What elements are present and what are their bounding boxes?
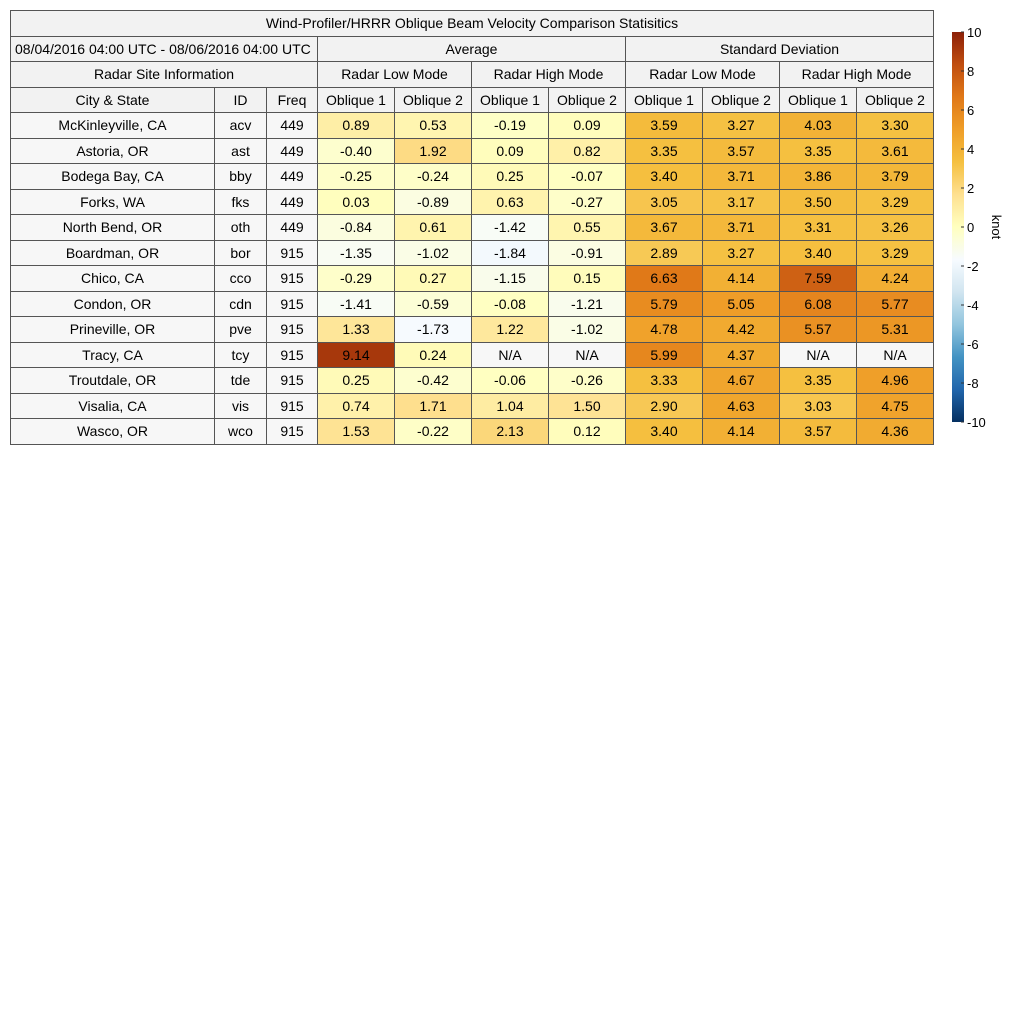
period-row [11, 36, 934, 62]
cell-id: ast [215, 138, 267, 164]
cell-city: McKinleyville, CA [11, 113, 215, 139]
cell-std-high-oblique-1: 3.31 [780, 215, 857, 241]
average-header: Average [318, 36, 626, 62]
cell-freq: 915 [267, 342, 318, 368]
avg-low-mode-header: Radar Low Mode [318, 62, 472, 88]
mode-row [11, 62, 934, 88]
cell-avg-high-oblique-2: -0.91 [549, 240, 626, 266]
std-high-mode-header: Radar High Mode [780, 62, 934, 88]
cell-city: Condon, OR [11, 291, 215, 317]
cell-city: Astoria, OR [11, 138, 215, 164]
cell-city: Forks, WA [11, 189, 215, 215]
cell-avg-low-oblique-2: -0.59 [395, 291, 472, 317]
cell-avg-low-oblique-1: 0.03 [318, 189, 395, 215]
cell-std-high-oblique-2: 3.30 [857, 113, 934, 139]
col-header-avg-low-oblique-2: Oblique 2 [395, 87, 472, 113]
cell-avg-low-oblique-1: 1.33 [318, 317, 395, 343]
table-row [11, 240, 934, 266]
cell-avg-high-oblique-1: -1.42 [472, 215, 549, 241]
cell-std-low-oblique-2: 3.27 [703, 240, 780, 266]
cell-avg-high-oblique-1: 2.13 [472, 419, 549, 445]
cell-avg-high-oblique-1: 1.04 [472, 393, 549, 419]
cell-freq: 915 [267, 368, 318, 394]
colorbar-tick-label: -8 [967, 376, 979, 391]
cell-avg-low-oblique-2: 1.71 [395, 393, 472, 419]
colorbar-tick-label: -6 [967, 337, 979, 352]
cell-avg-high-oblique-2: -0.27 [549, 189, 626, 215]
cell-avg-high-oblique-2: 0.15 [549, 266, 626, 292]
cell-id: tcy [215, 342, 267, 368]
cell-std-high-oblique-2: 3.79 [857, 164, 934, 190]
cell-std-low-oblique-2: 3.27 [703, 113, 780, 139]
cell-freq: 449 [267, 113, 318, 139]
table-row [11, 368, 934, 394]
cell-avg-low-oblique-1: 9.14 [318, 342, 395, 368]
std-low-mode-header: Radar Low Mode [626, 62, 780, 88]
colorbar-ticks [961, 25, 986, 430]
cell-avg-low-oblique-2: 1.92 [395, 138, 472, 164]
col-header-freq: Freq [267, 87, 318, 113]
cell-std-high-oblique-1: 3.50 [780, 189, 857, 215]
cell-std-low-oblique-2: 4.67 [703, 368, 780, 394]
cell-std-high-oblique-1: 5.57 [780, 317, 857, 343]
cell-city: Troutdale, OR [11, 368, 215, 394]
cell-avg-low-oblique-1: 0.74 [318, 393, 395, 419]
cell-avg-low-oblique-2: -1.02 [395, 240, 472, 266]
cell-std-high-oblique-2: 5.31 [857, 317, 934, 343]
col-header-std-low-oblique-2: Oblique 2 [703, 87, 780, 113]
title-row [11, 11, 934, 37]
cell-city: North Bend, OR [11, 215, 215, 241]
cell-avg-high-oblique-2: -1.21 [549, 291, 626, 317]
cell-std-low-oblique-1: 2.90 [626, 393, 703, 419]
cell-avg-high-oblique-2: -1.02 [549, 317, 626, 343]
col-header-std-high-oblique-1: Oblique 1 [780, 87, 857, 113]
cell-std-high-oblique-2: 4.75 [857, 393, 934, 419]
statistics-table [10, 10, 934, 445]
col-header-std-low-oblique-1: Oblique 1 [626, 87, 703, 113]
cell-freq: 915 [267, 266, 318, 292]
cell-avg-high-oblique-1: -0.08 [472, 291, 549, 317]
cell-freq: 915 [267, 317, 318, 343]
cell-avg-low-oblique-1: -1.41 [318, 291, 395, 317]
cell-id: pve [215, 317, 267, 343]
cell-city: Chico, CA [11, 266, 215, 292]
cell-std-high-oblique-2: 4.24 [857, 266, 934, 292]
cell-std-high-oblique-1: 3.86 [780, 164, 857, 190]
colorbar-tick-label: 6 [967, 103, 975, 118]
table-row [11, 113, 934, 139]
cell-std-high-oblique-1: 4.03 [780, 113, 857, 139]
cell-id: fks [215, 189, 267, 215]
colorbar-tick-label: 4 [967, 142, 975, 157]
cell-std-high-oblique-1: 3.03 [780, 393, 857, 419]
cell-std-low-oblique-1: 3.40 [626, 164, 703, 190]
colorbar-tick-label: 8 [967, 64, 975, 79]
cell-std-high-oblique-2: 5.77 [857, 291, 934, 317]
cell-avg-low-oblique-2: -0.22 [395, 419, 472, 445]
cell-avg-high-oblique-1: 0.63 [472, 189, 549, 215]
cell-std-high-oblique-1: 3.35 [780, 138, 857, 164]
cell-std-low-oblique-2: 4.63 [703, 393, 780, 419]
cell-id: bor [215, 240, 267, 266]
colorbar-label: knot [989, 214, 1004, 240]
cell-city: Visalia, CA [11, 393, 215, 419]
cell-id: tde [215, 368, 267, 394]
cell-std-low-oblique-1: 5.79 [626, 291, 703, 317]
cell-avg-high-oblique-2: 0.09 [549, 113, 626, 139]
cell-id: cdn [215, 291, 267, 317]
table-row [11, 317, 934, 343]
cell-avg-low-oblique-1: -0.40 [318, 138, 395, 164]
cell-id: wco [215, 419, 267, 445]
cell-avg-low-oblique-1: 0.25 [318, 368, 395, 394]
cell-avg-high-oblique-1: -0.19 [472, 113, 549, 139]
cell-freq: 915 [267, 240, 318, 266]
cell-avg-low-oblique-2: -0.89 [395, 189, 472, 215]
cell-avg-low-oblique-2: 0.24 [395, 342, 472, 368]
table-row [11, 291, 934, 317]
cell-std-low-oblique-2: 3.71 [703, 215, 780, 241]
cell-freq: 449 [267, 215, 318, 241]
cell-freq: 915 [267, 393, 318, 419]
cell-std-low-oblique-2: 3.17 [703, 189, 780, 215]
col-header-std-high-oblique-2: Oblique 2 [857, 87, 934, 113]
cell-std-high-oblique-2: 3.29 [857, 240, 934, 266]
cell-avg-low-oblique-1: -1.35 [318, 240, 395, 266]
cell-std-high-oblique-2: 4.96 [857, 368, 934, 394]
cell-freq: 449 [267, 164, 318, 190]
cell-avg-low-oblique-1: 1.53 [318, 419, 395, 445]
table-row [11, 215, 934, 241]
colorbar-tick-label: -2 [967, 259, 979, 274]
cell-id: cco [215, 266, 267, 292]
cell-avg-high-oblique-2: 0.12 [549, 419, 626, 445]
col-header-avg-low-oblique-1: Oblique 1 [318, 87, 395, 113]
cell-std-high-oblique-2: 3.29 [857, 189, 934, 215]
colorbar-tick-label: -4 [967, 298, 979, 313]
table-title: Wind-Profiler/HRRR Oblique Beam Velocity Comparison Statisitics [11, 11, 934, 37]
cell-city: Bodega Bay, CA [11, 164, 215, 190]
cell-avg-high-oblique-2: -0.07 [549, 164, 626, 190]
cell-std-low-oblique-1: 3.33 [626, 368, 703, 394]
cell-freq: 915 [267, 419, 318, 445]
cell-avg-low-oblique-1: -0.25 [318, 164, 395, 190]
cell-city: Boardman, OR [11, 240, 215, 266]
cell-std-high-oblique-1: 3.57 [780, 419, 857, 445]
date-range: 08/04/2016 04:00 UTC - 08/06/2016 04:00 UTC [11, 36, 318, 62]
col-header-avg-high-oblique-2: Oblique 2 [549, 87, 626, 113]
cell-std-high-oblique-2: 3.26 [857, 215, 934, 241]
cell-std-low-oblique-1: 2.89 [626, 240, 703, 266]
cell-avg-high-oblique-1: -1.84 [472, 240, 549, 266]
cell-avg-high-oblique-1: -1.15 [472, 266, 549, 292]
cell-std-low-oblique-1: 3.05 [626, 189, 703, 215]
cell-avg-high-oblique-2: -0.26 [549, 368, 626, 394]
cell-std-high-oblique-1: 7.59 [780, 266, 857, 292]
cell-std-high-oblique-2: 3.61 [857, 138, 934, 164]
cell-avg-low-oblique-1: -0.29 [318, 266, 395, 292]
cell-std-high-oblique-2: N/A [857, 342, 934, 368]
cell-avg-low-oblique-1: -0.84 [318, 215, 395, 241]
table-row [11, 189, 934, 215]
colorbar-tick-label: 2 [967, 181, 975, 196]
table-body [11, 11, 934, 445]
cell-id: vis [215, 393, 267, 419]
cell-freq: 915 [267, 291, 318, 317]
cell-std-low-oblique-2: 5.05 [703, 291, 780, 317]
colorbar-tick-label: 0 [967, 220, 975, 235]
cell-avg-high-oblique-2: 0.55 [549, 215, 626, 241]
colorbar-tick-label: -10 [967, 415, 986, 430]
site-info-header: Radar Site Information [11, 62, 318, 88]
cell-avg-low-oblique-1: 0.89 [318, 113, 395, 139]
cell-avg-high-oblique-1: N/A [472, 342, 549, 368]
cell-std-low-oblique-1: 5.99 [626, 342, 703, 368]
cell-avg-high-oblique-2: 1.50 [549, 393, 626, 419]
cell-std-high-oblique-1: N/A [780, 342, 857, 368]
cell-city: Prineville, OR [11, 317, 215, 343]
cell-avg-low-oblique-2: -0.42 [395, 368, 472, 394]
cell-avg-low-oblique-2: 0.53 [395, 113, 472, 139]
avg-high-mode-header: Radar High Mode [472, 62, 626, 88]
cell-std-high-oblique-1: 6.08 [780, 291, 857, 317]
cell-avg-high-oblique-2: N/A [549, 342, 626, 368]
cell-avg-low-oblique-2: 0.61 [395, 215, 472, 241]
table-row [11, 138, 934, 164]
cell-std-low-oblique-1: 3.67 [626, 215, 703, 241]
col-header-city: City & State [11, 87, 215, 113]
cell-avg-low-oblique-2: 0.27 [395, 266, 472, 292]
cell-std-low-oblique-2: 3.71 [703, 164, 780, 190]
table-row [11, 393, 934, 419]
cell-std-low-oblique-2: 3.57 [703, 138, 780, 164]
cell-avg-high-oblique-1: 1.22 [472, 317, 549, 343]
cell-avg-high-oblique-1: 0.09 [472, 138, 549, 164]
column-header-row [11, 87, 934, 113]
cell-std-high-oblique-1: 3.40 [780, 240, 857, 266]
cell-id: oth [215, 215, 267, 241]
cell-std-high-oblique-1: 3.35 [780, 368, 857, 394]
cell-avg-low-oblique-2: -1.73 [395, 317, 472, 343]
cell-city: Wasco, OR [11, 419, 215, 445]
cell-std-low-oblique-2: 4.37 [703, 342, 780, 368]
table-row [11, 266, 934, 292]
table-row [11, 164, 934, 190]
cell-std-low-oblique-2: 4.14 [703, 266, 780, 292]
cell-avg-high-oblique-1: -0.06 [472, 368, 549, 394]
cell-std-low-oblique-1: 3.59 [626, 113, 703, 139]
colorbar [940, 20, 1010, 440]
cell-std-high-oblique-2: 4.36 [857, 419, 934, 445]
cell-std-low-oblique-2: 4.42 [703, 317, 780, 343]
cell-city: Tracy, CA [11, 342, 215, 368]
cell-id: acv [215, 113, 267, 139]
colorbar-tick-label: 10 [967, 25, 982, 40]
cell-avg-high-oblique-1: 0.25 [472, 164, 549, 190]
cell-avg-high-oblique-2: 0.82 [549, 138, 626, 164]
cell-std-low-oblique-1: 3.35 [626, 138, 703, 164]
cell-std-low-oblique-1: 3.40 [626, 419, 703, 445]
cell-std-low-oblique-2: 4.14 [703, 419, 780, 445]
cell-avg-low-oblique-2: -0.24 [395, 164, 472, 190]
std-header: Standard Deviation [626, 36, 934, 62]
col-header-avg-high-oblique-1: Oblique 1 [472, 87, 549, 113]
cell-id: bby [215, 164, 267, 190]
cell-std-low-oblique-1: 4.78 [626, 317, 703, 343]
cell-freq: 449 [267, 138, 318, 164]
table-row [11, 342, 934, 368]
table-row [11, 419, 934, 445]
cell-std-low-oblique-1: 6.63 [626, 266, 703, 292]
cell-freq: 449 [267, 189, 318, 215]
col-header-id: ID [215, 87, 267, 113]
